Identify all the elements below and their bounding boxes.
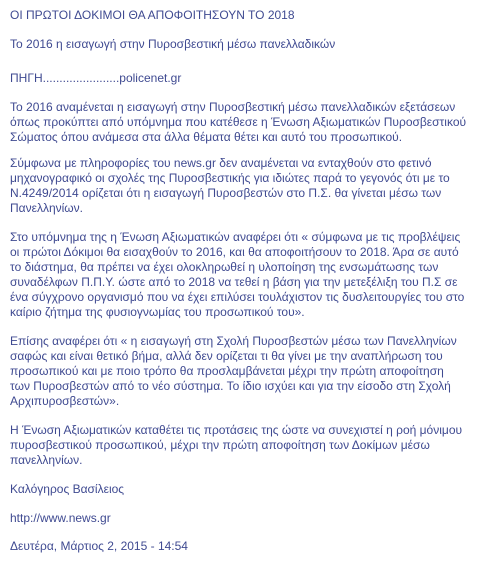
source-line: ΠΗΓΗ.......................policenet.gr bbox=[10, 71, 182, 85]
author-name: Καλόγηρος Βασίλειος bbox=[10, 482, 125, 496]
article-subheadline: Το 2016 η εισαγωγή στην Πυροσβεστική μέσω πανελλαδικών bbox=[10, 37, 336, 51]
article-body bbox=[10, 8, 476, 554]
paragraph-memo: Στο υπόμνημα της η Ένωση Αξιωματικών αναφέρει ότι « σύμφωνα με τις προβλέψεις οι πρώτοι Δόκιμοι θα εισαχθούν το 2016, και θα αποφοιτήσουν το 2018. Άρα σε αυτό το διάστημα, θα πρέπει να έχει ολοκληρωθεί η υλοποίηση της ενσωμάτωσης των συναδέλφων Π.Π.Υ. ώστε από το 2018 να τεθεί η βάση για την μετεξέλιξη του Π.Σ σε ένα σύγχρονο οργανισμό που να έχει επιλύσει τουλάχιστον τις δυσλειτουργίες του στο καίριο ζήτημα της φυσιογνωμίας του προσωπικού του». bbox=[10, 230, 465, 319]
paragraph-news: Σύμφωνα με πληροφορίες του news.gr δεν αναμένεται να ενταχθούν στο φετινό μηχανογραφικό οι σχολές της Πυροσβεστικής για ιδιώτες παρά το γεγονός ότι με το Ν.4249/2014 ορίζεται ότι η εισαγωγή Πυροσβεστών στο Π.Σ. θα γίνεται μέσω των Πανελληνίων. bbox=[10, 156, 450, 215]
article-headline: ΟΙ ΠΡΩΤΟΙ ΔΟΚΙΜΟΙ ΘΑ ΑΠΟΦΟΙΤΗΣΟΥΝ ΤΟ 2018 bbox=[10, 8, 295, 22]
publish-date: Δευτέρα, Μάρτιος 2, 2015 - 14:54 bbox=[10, 539, 188, 553]
paragraph-proposals: Η Ένωση Αξιωματικών καταθέτει τις προτάσεις της ώστε να συνεχιστεί η ροή μόνιμου πυροσβεστικού προσωπικού, μέχρι την πρώτη αποφοίτηση των Δοκίμων μέσω πανελληνίων. bbox=[10, 423, 463, 467]
source-url-link[interactable]: http://www.news.gr bbox=[10, 511, 111, 525]
paragraph-entrance: Επίσης αναφέρει ότι « η εισαγωγή στη Σχολή Πυροσβεστών μέσω των Πανελληνίων σαφώς και είναι θετικό βήμα, αλλά δεν ορίζεται τι θα γίνει με την αναπλήρωση του προσωπικού και με ποιο τρόπο θα προσλαμβάνεται μέχρι την πρώτη αποφοίτηση των Πυροσβεστών από το νέο σύστημα. Το ίδιο ισχύει και για την είσοδο στη Σχολή Αρχιπυροσβεστών». bbox=[10, 334, 457, 408]
paragraph-intro: Το 2016 αναμένεται η εισαγωγή στην Πυροσβεστική μέσω πανελλαδικών εξετάσεων όπως προκύπτει από υπόμνημα που κατέθεσε η Ένωση Αξιωματικών Πυροσβεστικού Σώματος όπου ανάμεσα στα άλλα θέματα θέτει και αυτό του προσωπικού. bbox=[10, 100, 467, 144]
